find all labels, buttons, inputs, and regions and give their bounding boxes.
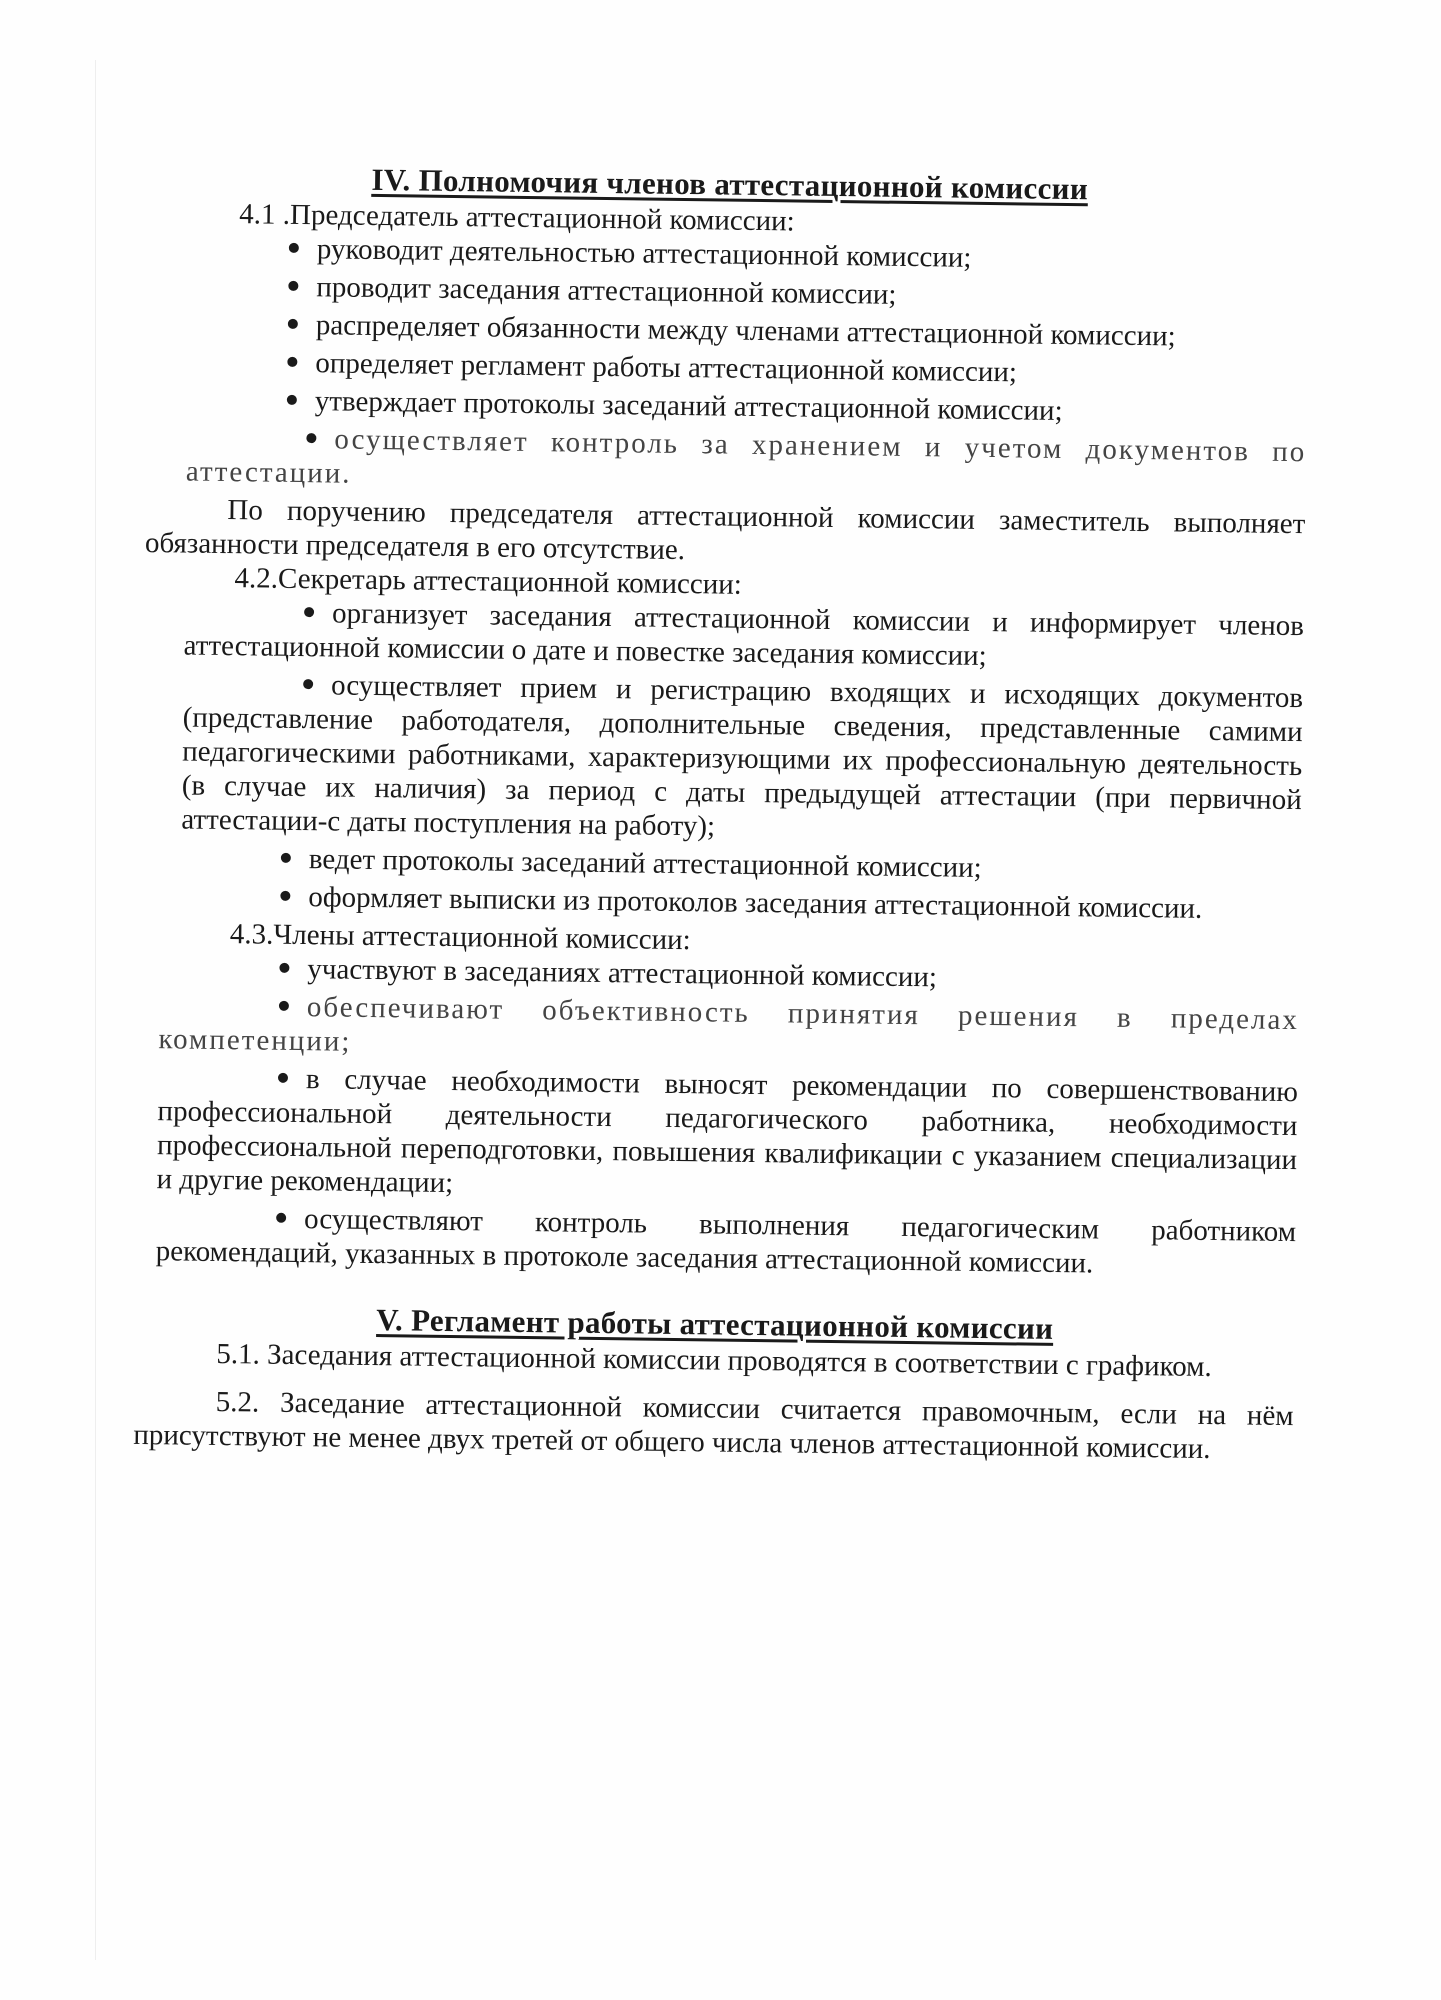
bullet-icon [288,281,298,291]
list-item: утверждает протоколы заседаний аттестационной комиссии; [147,382,1307,431]
list-item: оформляет выписки из протоколов заседания аттестационной комиссии. [140,878,1300,927]
list-item: ведет протоколы заседаний аттестационной комиссии; [141,840,1301,889]
bullet-icon [278,1073,288,1083]
bullet-icon [279,963,289,973]
bullet-icon [280,891,290,901]
list-item: проводит заседания аттестационной комиссии; [148,268,1308,317]
list-item: участвуют в заседаниях аттестационной комиссии; [139,950,1299,999]
secretary-duties-list [141,594,1304,851]
list-item: осуществляют контроль выполнения педагогическим работником рекомендаций, указанных в протоколе заседания аттестационной комиссии. [155,1203,1297,1280]
chairman-duties-list-cont [146,420,1307,503]
bullet-icon [304,607,314,617]
scan-edge-line [95,60,96,1960]
bullet-icon [281,853,291,863]
bullet-icon [289,243,299,253]
document-body [133,160,1310,1467]
list-item: осуществляет контроль за хранением и учетом документов по аттестации. [185,423,1307,490]
secretary-duties-list-cont [140,840,1301,927]
bullet-icon [276,1213,286,1223]
clause-4-2-heading: 4.2.Секретарь аттестационной комиссии: [234,562,743,601]
bullet-icon [303,679,313,689]
section-5-title: V. Регламент работы аттестационной комиссии [376,1302,1054,1346]
deputy-paragraph: По поручению председателя аттестационной комиссии заместитель выполняет обязанности председателя в его отсутствие. [144,494,1306,567]
list-item: в случае необходимости выносят рекомендации по совершенствованию профессиональной деятельности педагогического работника, необходимости профессиональной переподготовки, повышения квалификации с указанием специализации и другие рекомендации; [156,1063,1299,1200]
bullet-icon [287,357,297,367]
clause-4-1-heading: 4.1 .Председатель аттестационной комиссии: [239,198,795,238]
bullet-icon [306,433,316,443]
section-4-title: IV. Полномочия членов аттестационной комиссии [371,161,1089,207]
list-item: организует заседания аттестационной комиссии и информирует членов аттестационной комиссии о дате и повестке заседания комиссии; [183,597,1305,672]
list-item: распределяет обязанности между членами аттестационной комиссии; [148,306,1308,355]
list-item: определяет регламент работы аттестационной комиссии; [147,344,1307,393]
list-item: обеспечивают объективность принятия решения в пределах компетенции; [158,991,1300,1058]
clause-5-1: 5.1. Заседания аттестационной комиссии проводятся в соответствии с графиком. [216,1337,1212,1383]
chairman-duties-list [147,230,1309,431]
clause-4-3-heading: 4.3.Члены аттестационной комиссии: [229,918,691,957]
members-duties-list-cont [135,988,1299,1283]
bullet-icon [288,319,298,329]
list-item: осуществляет прием и регистрацию входящих и исходящих документов (представление работодателя, дополнительные сведения, представленные самими педагогическими работниками, характеризующими их профессиональную деятельность (в случае их наличия) за период с даты предыдущей аттестации (при первичной аттестации-с даты поступления на работу); [181,669,1304,843]
bullet-icon [279,1001,289,1011]
list-item: руководит деятельностью аттестационной комиссии; [149,230,1309,279]
bullet-icon [287,395,297,405]
clause-5-2: 5.2. Заседание аттестационной комиссии считается правомочным, если на нём присутствуют не менее двух третей от общего числа членов аттестационной комиссии. [133,1385,1294,1465]
